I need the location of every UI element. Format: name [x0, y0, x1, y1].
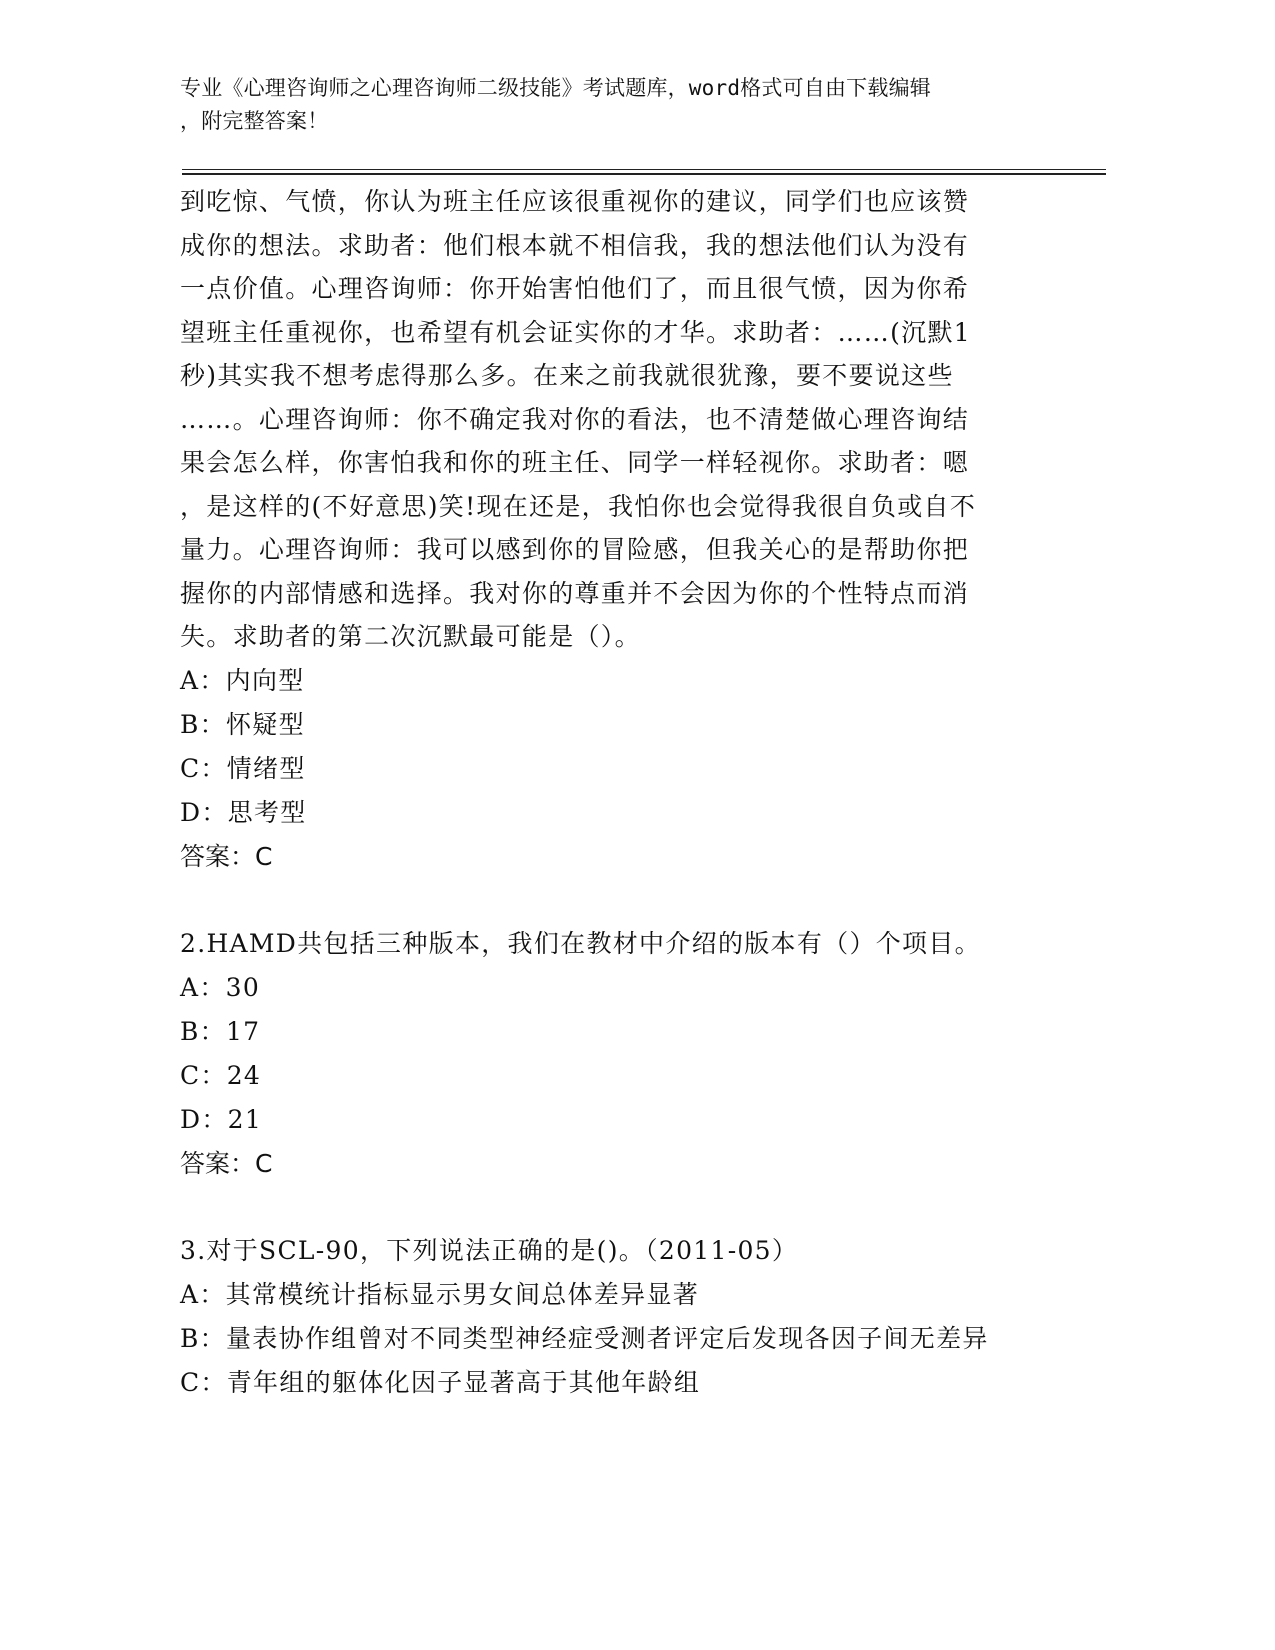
question-1-answer: 答案：C [180, 841, 273, 871]
question-2-option-d: D：21 [180, 1104, 263, 1134]
question-text-line: 一点价值。心理咨询师：你开始害怕他们了，而且很气愤，因为你希 [180, 274, 970, 303]
question-2-option-b: B：17 [180, 1016, 261, 1046]
question-spacer [180, 1186, 1040, 1229]
question-1-option-c: C：情绪型 [180, 753, 306, 783]
question-2-answer: 答案：C [180, 1148, 273, 1178]
question-text-line: 到吃惊、气愤，你认为班主任应该很重视你的建议，同学们也应该赞 [180, 187, 970, 216]
question-3-option-b: B：量表协作组曾对不同类型神经症受测者评定后发现各因子间无差异 [180, 1323, 989, 1353]
question-text-line: 成你的想法。求助者：他们根本就不相信我，我的想法他们认为没有 [180, 230, 970, 260]
question-2-option-a: A：30 [180, 972, 261, 1002]
question-1-option-b: B：怀疑型 [180, 709, 305, 739]
question-3-text: 3.对于SCL-90，下列说法正确的是()。（2011-05） [180, 1235, 799, 1265]
header-divider-thin [182, 169, 1106, 170]
question-text-line: 望班主任重视你，也希望有机会证实你的才华。求助者：……(沉默1 [180, 317, 971, 347]
question-text-line: 握你的内部情感和选择。我对你的尊重并不会因为你的个性特点而消 [180, 578, 970, 608]
question-text-line: 果会怎么样，你害怕我和你的班主任、同学一样轻视你。求助者：嗯 [180, 448, 970, 477]
question-1-option-d: D：思考型 [180, 797, 307, 827]
question-3-option-a: A：其常模统计指标显示男女间总体差异显著 [180, 1279, 700, 1309]
header-divider-thick [182, 173, 1106, 175]
document-header: 专业《心理咨询师之心理咨询师二级技能》考试题库，word格式可自由下载编辑 ，附完整答案！ [180, 76, 931, 133]
document-body [180, 180, 1040, 1405]
question-1-text [180, 180, 1040, 659]
question-1-option-a: A：内向型 [180, 665, 305, 695]
question-text-line: ，是这样的(不好意思)笑!现在还是，我怕你也会觉得我很自负或自不 [180, 491, 977, 521]
question-3-option-c: C：青年组的躯体化因子显著高于其他年龄组 [180, 1367, 701, 1397]
question-2-option-c: C：24 [180, 1060, 262, 1090]
question-text-line: 失。求助者的第二次沉默最可能是（）。 [180, 622, 641, 651]
question-spacer [180, 879, 1040, 922]
question-text-line: ……。心理咨询师：你不确定我对你的看法，也不清楚做心理咨询结 [180, 404, 970, 434]
question-text-line: 秒)其实我不想考虑得那么多。在来之前我就很犹豫，要不要说这些 [180, 361, 954, 390]
question-text-line: 量力。心理咨询师：我可以感到你的冒险感，但我关心的是帮助你把 [180, 535, 970, 564]
question-2-text: 2.HAMD共包括三种版本，我们在教材中介绍的版本有（）个项目。 [180, 928, 981, 958]
